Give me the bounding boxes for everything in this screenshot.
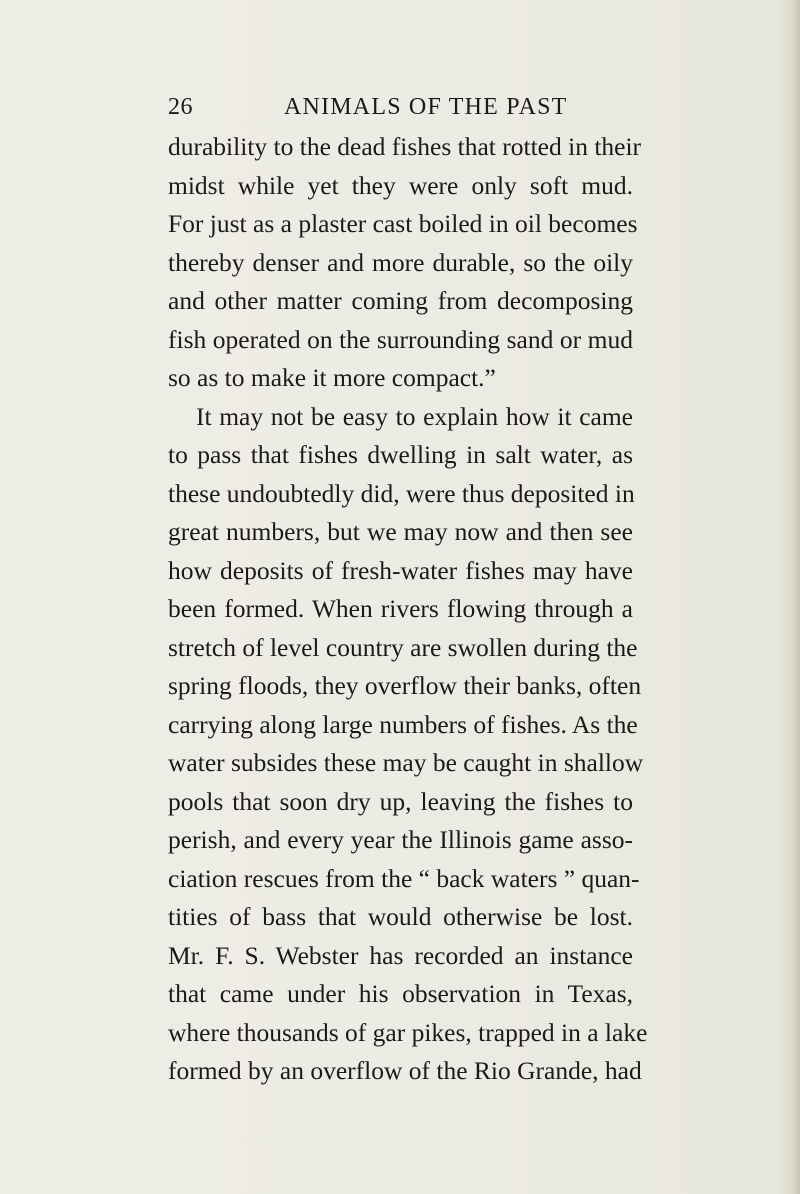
text-line: and other matter coming from decomposing: [168, 286, 633, 315]
body-text: [168, 128, 648, 1091]
text-line: tities of bass that would otherwise be lost.: [168, 902, 633, 931]
text-line: these undoubtedly did, were thus deposited in: [168, 478, 635, 508]
text-line: ciation rescues from the “ back waters ” quan-: [168, 863, 640, 893]
page-number: 26: [168, 94, 193, 120]
running-head: ANIMALS OF THE PAST: [284, 94, 568, 120]
text-line: Mr. F. S. Webster has recorded an instance: [168, 940, 633, 970]
text-line: durability to the dead fishes that rotted in their: [168, 132, 642, 161]
text-line: water subsides these may be caught in shallow: [168, 748, 644, 777]
text-line: to pass that fishes dwelling in salt water, as: [168, 440, 633, 469]
text-line: perish, and every year the Illinois game asso-: [168, 825, 633, 854]
text-line: where thousands of gar pikes, trapped in a lake: [168, 1017, 648, 1047]
text-line: It may not be easy to explain how it came: [196, 401, 633, 431]
text-line: formed by an overflow of the Rio Grande, had: [168, 1056, 642, 1085]
text-line: great numbers, but we may now and then see: [168, 517, 633, 546]
page-edge-shadow: [792, 0, 800, 1194]
text-line: so as to make it more compact.”: [168, 363, 496, 392]
text-line: midst while yet they were only soft mud.: [168, 170, 633, 200]
page-header: [168, 88, 633, 128]
text-line: thereby denser and more durable, so the oily: [168, 247, 633, 277]
text-line: been formed. When rivers flowing through a: [168, 594, 633, 623]
text-line: fish operated on the surrounding sand or mud: [168, 324, 633, 354]
text-line: how deposits of fresh-water fishes may have: [168, 555, 633, 585]
text-line: stretch of level country are swollen during the: [168, 632, 638, 662]
text-line: that came under his observation in Texas,: [168, 979, 633, 1008]
text-line: carrying along large numbers of fishes. As the: [168, 709, 638, 739]
text-line: For just as a plaster cast boiled in oil becomes: [168, 209, 638, 238]
text-line: spring floods, they overflow their banks, often: [168, 671, 642, 700]
text-line: pools that soon dry up, leaving the fishes to: [168, 786, 633, 816]
